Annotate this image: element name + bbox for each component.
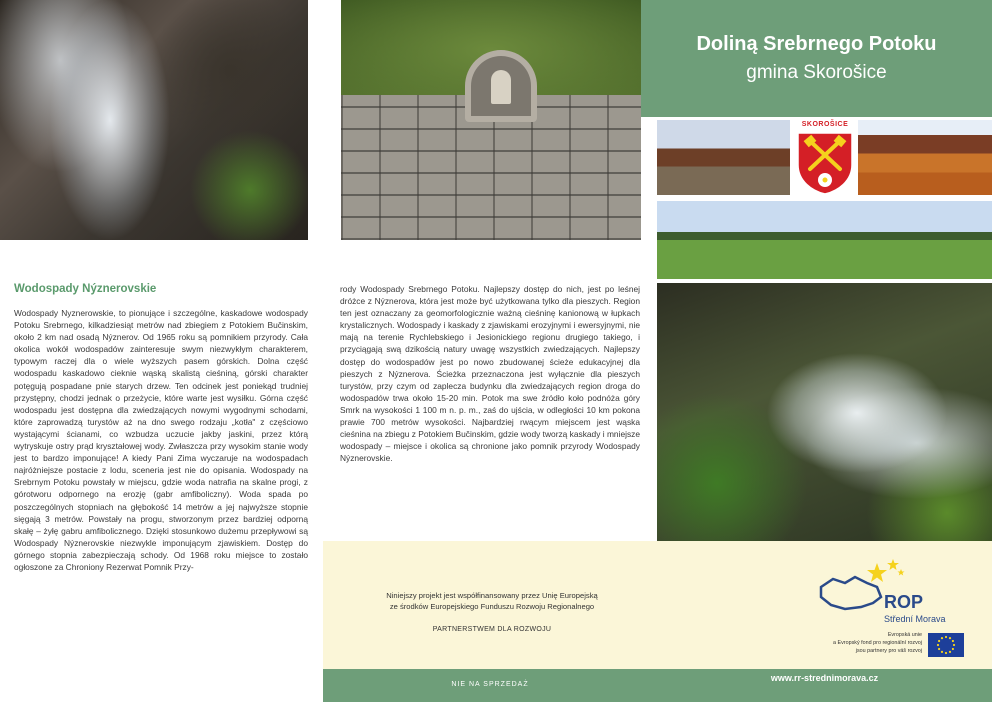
eu-fund-line-3: jsou partnery pro váš rozvoj: [855, 648, 922, 654]
rop-region: Střední Morava: [884, 614, 946, 624]
title-band: [641, 0, 992, 117]
page-title: Doliną Srebrnego Potoku: [696, 33, 937, 55]
page-subtitle: gmina Skorošice: [746, 62, 887, 83]
rop-wordmark: ROP: [884, 592, 924, 612]
middle-text-column: [340, 283, 640, 464]
shrine-niche: [465, 50, 537, 122]
eu-fund-line-2: a Evropský fond pro regionální rozvoj: [833, 640, 922, 646]
visitor-building-photo: [657, 120, 790, 195]
waterfall-photo-top-left: [0, 0, 308, 240]
eu-flag-icon: [928, 633, 964, 657]
stone-shrine-photo: [341, 0, 641, 240]
eu-fund-text: [806, 631, 922, 655]
footer-blank: [0, 669, 323, 702]
left-text-column: [14, 283, 308, 573]
waterfall-photo-right: [657, 283, 992, 541]
coat-of-arms-label: SKOROŠICE: [801, 121, 849, 128]
website-link[interactable]: www.rr-strednimorava.cz: [770, 673, 879, 683]
field-landscape-photo: [657, 201, 992, 279]
coat-of-arms-icon: [796, 131, 854, 195]
funding-line-2: ze środków Europejskiego Funduszu Rozwoju Regionalnego: [389, 602, 595, 611]
eu-fund-line-1: Evropská unie: [887, 632, 922, 638]
left-paragraph: Wodospady Nyznerowskie, to pionujące i szczególne, kaskadowe wodospady Potoku Srebrnego, kilkadziesiąt metrów nad zbiegiem z Potokiem Bučinskim, około 2 km nad osadą Nýznerov. Od 1965 roku są pomnikiem przyrody. Cała okolica wokół wodospadów zainteresuje swym niezwykłym charakterem, typowym raczej dla o wiele wyższych pasem górskich. Dolna część wodospadu kaskadowo cieknie wąską skalistą cieśniną, górski charakter potęgują pospadane pnie starych drzew. Ten odcinek jest poniekąd trudniej przystępny, chodzi jednak o przeżycie, które warte jest wysiłku. Górna część wodospadu jest dostępna dla zwiedzających nowymi wygodnymi schodami, które zaprowadzą turystów aż na dno swego rodzaju „kotła" z częściowo wystającymi ścianami, co wzbudza uczucie jakby jaskini, przez którą wytryskuje ostry prąd kryształowej wody. Zwłaszcza przy wysokim stanie wody jest to bardzo imponujące! A kiedy Pani Zima wyczaruje na wodospadach najróżniejsze postacie z lodu, sceneria jest nie do opisania. Wodospady na Srebrnym Potoku powstały w miejscu, gdzie woda natrafia na skalne progi, z górotworu odpornego na erozję (gabr amfibolicznу). Woda spada po poszczególnych stopniach na głębokość 14 metrów a jej najwyższe stopnie sięgają 3 metrów. Powstały na progu, stworzonym przez bardziej odporną skałę – żyłę gabru amfibolicznego. Dzięki stosunkowo dużemu przepływowi są Wodospady Nýznerovskie niezwykle imponującym zjawiskiem. Dostęp do górnego stopnia zabezpieczają schody. Od 1968 roku miejsce to zostało ogłoszone za Chroniony Rezerwat Pomnik Przy-: [14, 308, 308, 572]
eu-funding-text: [356, 590, 628, 612]
middle-paragraph: rody Wodospady Srebrnego Potoku. Najlepszy dostęp do nich, jest po leśnej dróżce z Nýznerova, która jest może być użytkowana tylko dla pieszych. Region ten jest oznaczany za geomorfologicznie ważną cieśninę kanionową w łupkach krystalicznych. Wodospady i kaskady z zjawiskami erozyjnymi i ewersyjnymi, nie mają na terenie Rychlebskiego i Jesionickiego regionu drugiego takiego, i przyciągają swą dzikością natury uwagę wszystkich zwiedzających. Najlepszy dostęp do wodospadów jest po nowo zbudowanej ścieże edukacyjnej dla pieszych z Nýznerova. Ścieżka przeznaczona jest wyłącznie dla pieszych turystów, przy czym od zaplecza budynku dla zwiedzających region droga do wodospadów trwa około 15-20 min. Potok ma swe źródło koło podnóża góry Smrk na wysokości 1 100 m n. p. m., zaś do ujścia, w odległości 10 km pokona prawie 700 metrów wysokości. Najbardziej rwącym miejscem jest wąska cieśnina na zbiegu z Potokiem Bučinskim, gdzie wody tworzą kaskady i mniejsze wodospady – miejsce i okolica są chronione jako pomnik przyrody Wodospady Nýznerovskie.: [340, 284, 640, 464]
section-heading: Wodospady Nýznerovskie: [14, 283, 157, 295]
partnership-slogan: PARTNERSTWEM DLA ROZWOJU: [432, 626, 552, 633]
not-for-sale-label: NIE NA SPRZEDAŻ: [451, 681, 529, 688]
funding-line-1: Niniejszy projekt jest współfinansowany przez Unię Europejską: [386, 591, 598, 600]
autumn-hills-photo: [858, 120, 992, 195]
